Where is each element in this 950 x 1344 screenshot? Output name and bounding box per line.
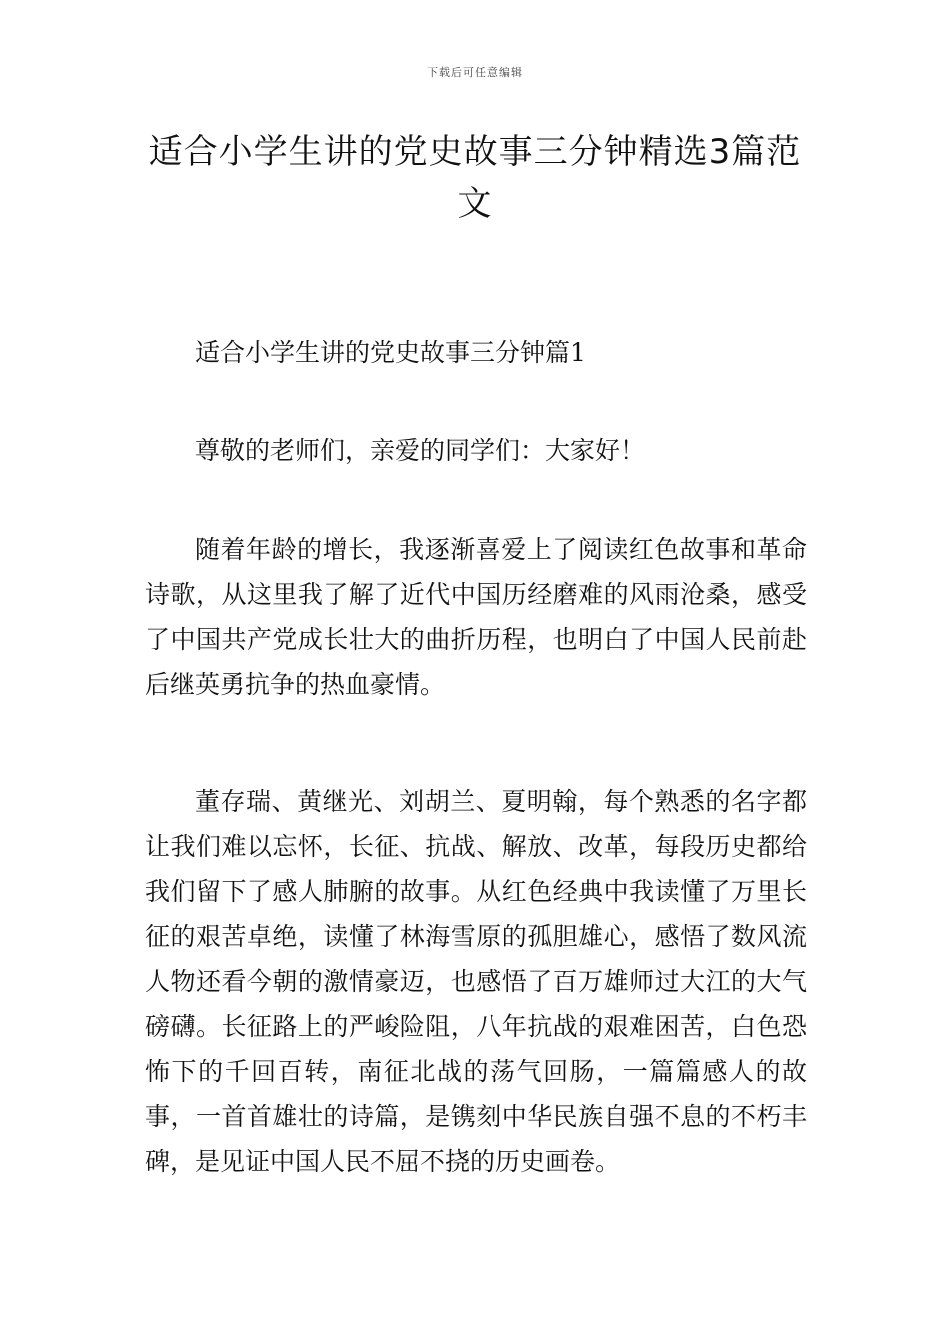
document-title: 适合小学生讲的党史故事三分钟精选3篇范文 [148,132,802,224]
section-heading: 适合小学生讲的党史故事三分钟篇1 [195,338,586,367]
body-paragraph-2: 董存瑞、黄继光、刘胡兰、夏明翰，每个熟悉的名字都让我们难以忘怀，长征、抗战、解放、改革，每段历史都给我们留下了感人肺腑的故事。从红色经典中我读懂了万里长征的艰苦卓绝，读懂了林海雪原的孤胆雄心，感悟了数风流人物还看今朝的激情豪迈，也感悟了百万雄师过大江的大气磅礴。长征路上的严峻险阻，八年抗战的艰难困苦，白色恐怖下的千回百转，南征北战的荡气回肠，一篇篇感人的故事，一首首雄壮的诗篇，是镌刻中华民族自强不息的不朽丰碑，是见证中国人民不屈不挠的历史画卷。 [145,787,807,1176]
body-paragraph-1: 随着年龄的增长，我逐渐喜爱上了阅读红色故事和革命诗歌，从这里我了解了近代中国历经磨难的风雨沧桑，感受了中国共产党成长壮大的曲折历程，也明白了中国人民前赴后继英勇抗争的热血豪情。 [145,535,807,699]
header-note: 下载后可任意编辑 [427,66,523,79]
greeting-paragraph: 尊敬的老师们，亲爱的同学们：大家好！ [195,436,646,465]
